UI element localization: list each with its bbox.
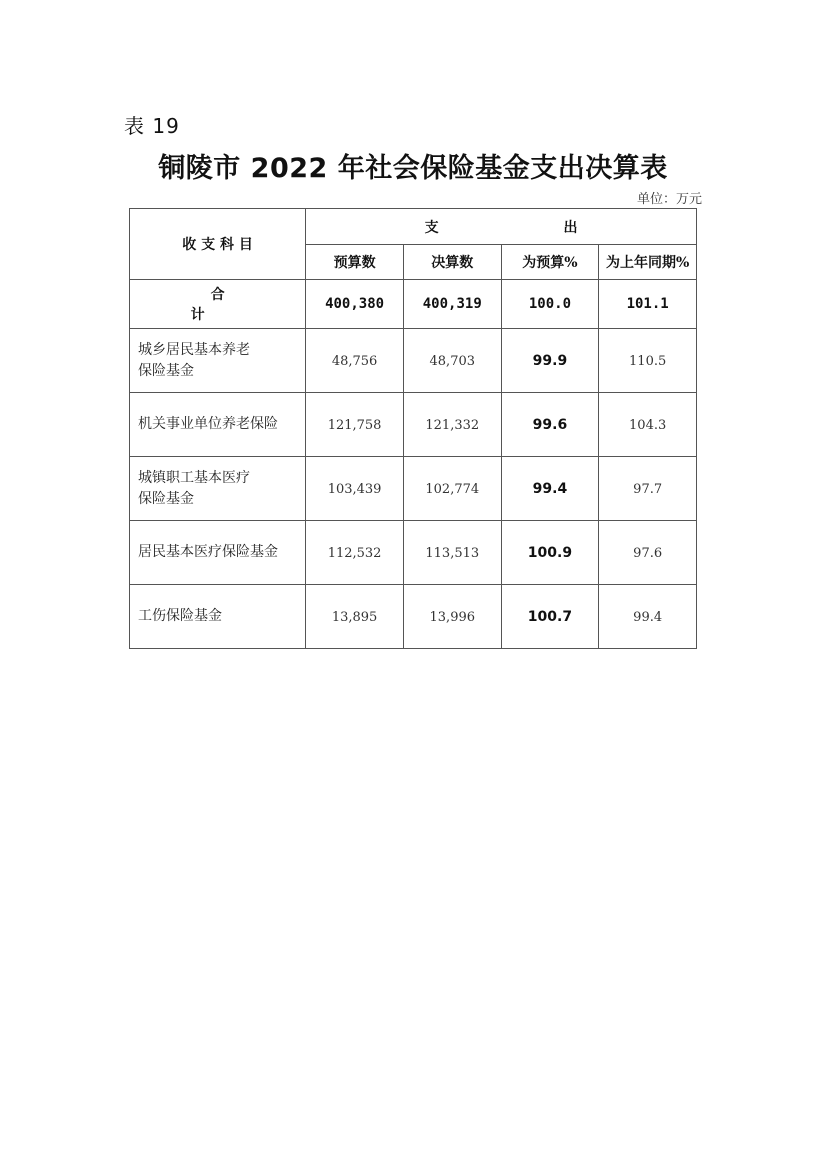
total-row xyxy=(130,280,697,329)
row-pct-budget-cell xyxy=(501,329,599,393)
row-pct-budget: 100.9 xyxy=(527,544,573,561)
row-subject-line2: 保险基金 xyxy=(138,362,194,379)
row-pct-prior: 97.7 xyxy=(633,481,663,497)
total-pct-budget-cell xyxy=(501,280,599,329)
row-final: 48,703 xyxy=(429,353,476,369)
row-final: 121,332 xyxy=(425,417,480,433)
expenditure-table xyxy=(129,208,697,649)
row-budget-cell xyxy=(306,457,404,521)
row-subject-line2: 保险基金 xyxy=(138,490,194,507)
row-subject-line1: 城镇职工基本医疗 xyxy=(138,469,250,486)
row-subject xyxy=(130,393,306,457)
row-pct-budget-cell xyxy=(501,393,599,457)
row-pct-budget: 99.9 xyxy=(532,352,568,369)
row-pct-budget-cell xyxy=(501,585,599,649)
row-final: 13,996 xyxy=(429,609,476,625)
row-final-cell xyxy=(403,329,501,393)
row-budget-cell xyxy=(306,393,404,457)
table-row xyxy=(130,329,697,393)
row-pct-prior-cell xyxy=(599,521,697,585)
row-subject-line1: 机关事业单位养老保险 xyxy=(138,416,278,432)
row-budget-cell xyxy=(306,585,404,649)
header-subject xyxy=(130,209,306,280)
total-label-cell xyxy=(130,280,306,329)
table-row xyxy=(130,585,697,649)
total-pct-prior: 101.1 xyxy=(626,296,669,312)
row-final-cell xyxy=(403,393,501,457)
row-pct-prior: 97.6 xyxy=(633,545,663,561)
row-pct-budget: 99.4 xyxy=(532,480,568,497)
row-subject-line1: 城乡居民基本养老 xyxy=(138,341,250,358)
header-final-label: 决算数 xyxy=(431,255,474,271)
total-final: 400,319 xyxy=(422,296,482,312)
row-final-cell xyxy=(403,585,501,649)
row-subject xyxy=(130,457,306,521)
row-pct-prior: 99.4 xyxy=(633,609,663,625)
header-budget-label: 预算数 xyxy=(333,255,376,271)
row-budget: 48,756 xyxy=(331,353,378,369)
table-row xyxy=(130,521,697,585)
row-subject-line1: 居民基本医疗保险基金 xyxy=(138,544,278,560)
row-pct-prior: 104.3 xyxy=(629,417,667,433)
total-label: 合 计 xyxy=(190,287,265,323)
unit-label: 单位：万元 xyxy=(636,192,702,207)
page-title: 铜陵市 2022 年社会保险基金支出决算表 xyxy=(158,153,668,184)
header-row-group xyxy=(130,209,697,245)
row-budget: 13,895 xyxy=(331,609,378,625)
row-pct-budget-cell xyxy=(501,521,599,585)
row-pct-prior-cell xyxy=(599,457,697,521)
header-pct-prior-label: 为上年同期% xyxy=(605,255,690,271)
row-pct-prior-cell xyxy=(599,393,697,457)
total-final-cell xyxy=(403,280,501,329)
total-pct-prior-cell xyxy=(599,280,697,329)
total-pct-budget: 100.0 xyxy=(528,296,572,312)
header-final xyxy=(403,245,501,280)
row-final: 102,774 xyxy=(425,481,480,497)
header-expense-label: 支 出 xyxy=(424,219,638,236)
row-pct-prior-cell xyxy=(599,585,697,649)
row-budget: 103,439 xyxy=(327,481,382,497)
total-budget-cell xyxy=(306,280,404,329)
table-row xyxy=(130,393,697,457)
row-pct-prior-cell xyxy=(599,329,697,393)
header-pct-budget-label: 为预算% xyxy=(522,255,578,271)
row-budget-cell xyxy=(306,329,404,393)
row-final: 113,513 xyxy=(425,545,480,561)
header-budget xyxy=(306,245,404,280)
row-subject xyxy=(130,585,306,649)
header-subject-label: 收 支 科 目 xyxy=(182,237,253,253)
header-pct-budget xyxy=(501,245,599,280)
total-budget: 400,380 xyxy=(325,296,385,312)
header-expense-group xyxy=(306,209,697,245)
table-number: 表 19 xyxy=(124,114,180,138)
row-pct-budget: 99.6 xyxy=(532,416,568,433)
row-subject xyxy=(130,521,306,585)
row-budget: 112,532 xyxy=(327,545,382,561)
row-budget-cell xyxy=(306,521,404,585)
row-final-cell xyxy=(403,457,501,521)
row-final-cell xyxy=(403,521,501,585)
header-pct-prior xyxy=(599,245,697,280)
row-budget: 121,758 xyxy=(327,417,382,433)
row-pct-budget: 100.7 xyxy=(527,608,573,625)
row-pct-prior: 110.5 xyxy=(629,353,667,369)
table-row xyxy=(130,457,697,521)
row-pct-budget-cell xyxy=(501,457,599,521)
row-subject xyxy=(130,329,306,393)
row-subject-line1: 工伤保险基金 xyxy=(138,608,222,624)
